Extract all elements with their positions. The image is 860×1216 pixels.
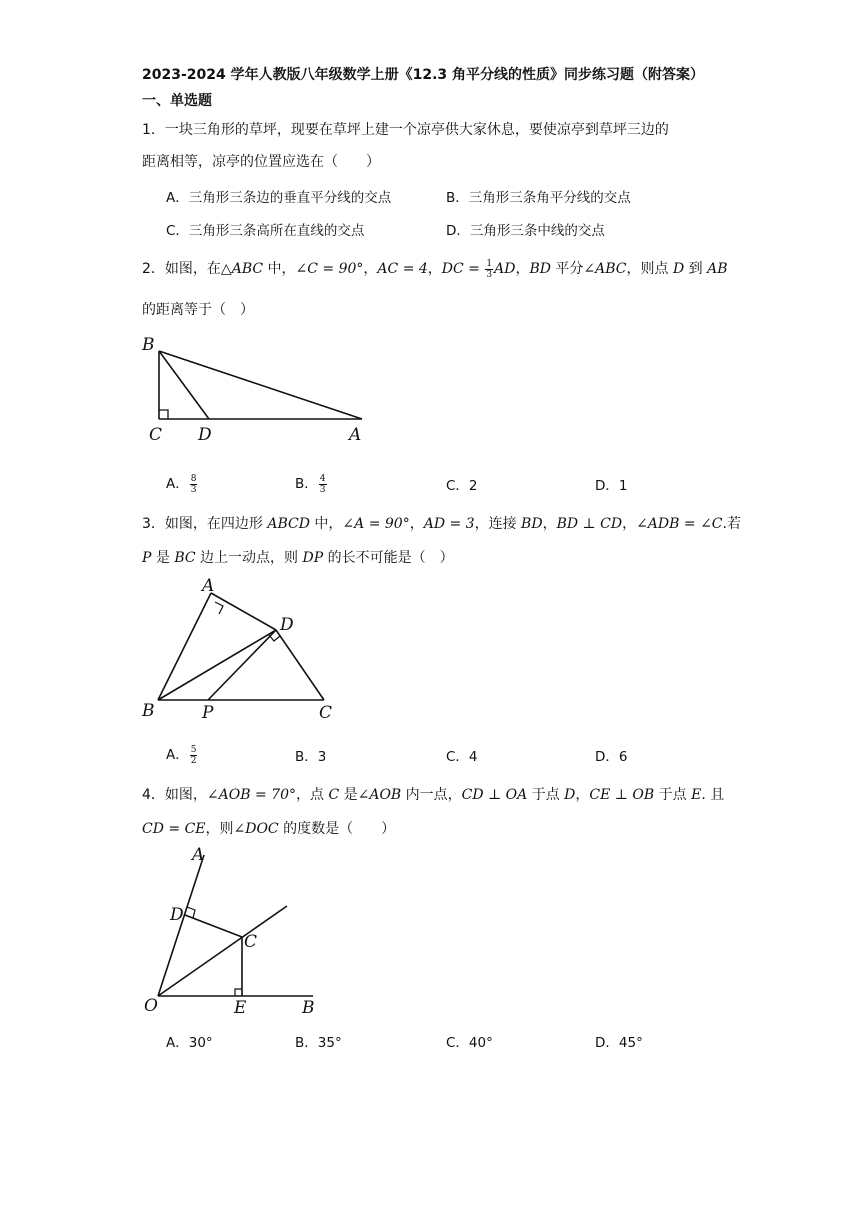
question-2-option-a[interactable]: A． $\frac{8}{3}$: [166, 473, 197, 495]
question-2-option-d[interactable]: D．1: [595, 478, 628, 494]
question-2-option-c[interactable]: C．2: [446, 478, 478, 494]
fig4-label-a: A: [192, 845, 205, 865]
question-3-option-c[interactable]: C．4: [446, 749, 478, 765]
fig4-label-e: E: [234, 998, 247, 1018]
section-heading: 一、单选题: [142, 93, 212, 109]
fig2-label-c: C: [149, 425, 163, 445]
question-1-option-b[interactable]: B．三角形三条角平分线的交点: [446, 190, 631, 206]
question-4-option-c[interactable]: C．40°: [446, 1035, 493, 1051]
question-4-line-1: 4．如图，∠AOB = 70°，点 C 是∠AOB 内一点，CD ⊥ OA 于点 D，CE ⊥ OB 于点 E. 且: [142, 787, 725, 803]
fig2-label-b: B: [142, 335, 155, 355]
question-4-figure: [140, 845, 340, 1025]
question-2-option-b[interactable]: B． $\frac{4}{3}$: [295, 473, 326, 495]
fig4-label-c: C: [244, 932, 258, 952]
document-title: 2023-2024 学年人教版八年级数学上册《12.3 角平分线的性质》同步练习题（附答案）: [142, 67, 705, 83]
question-3-option-d[interactable]: D．6: [595, 749, 628, 765]
fraction-one-third: $\frac{1}{3}$: [486, 258, 493, 280]
question-2-line-2: 的距离等于（ ）: [142, 302, 254, 318]
question-2-figure: [140, 335, 380, 445]
question-3-line-1: 3．如图，在四边形 ABCD 中，∠A = 90°，AD = 3，连接 BD，BD ⊥ CD，∠ADB = ∠C.若: [142, 516, 741, 532]
fig4-label-d: D: [170, 905, 184, 925]
fig2-label-a: A: [349, 425, 362, 445]
question-2-line-1: 2．如图，在△ABC 中，∠C = 90°，AC = 4，DC = $\frac{1}{3}$ AD，BD 平分∠ABC，则点 D 到 AB: [142, 258, 728, 280]
question-1-line-1: 1．一块三角形的草坪，现要在草坪上建一个凉亭供大家休息，要使凉亭到草坪三边的: [142, 122, 669, 138]
question-1-option-d[interactable]: D．三角形三条中线的交点: [446, 223, 605, 239]
fig4-label-o: O: [144, 996, 158, 1016]
fig4-label-b: B: [302, 998, 315, 1018]
fig3-label-a: A: [202, 576, 215, 596]
fig3-label-b: B: [142, 701, 155, 721]
question-3-line-2: P 是 BC 边上一动点，则 DP 的长不可能是（ ）: [142, 550, 454, 566]
fig3-label-p: P: [202, 703, 214, 723]
question-1-line-2: 距离相等，凉亭的位置应选在（ ）: [142, 154, 380, 170]
fig3-label-d: D: [280, 615, 294, 635]
question-4-option-b[interactable]: B．35°: [295, 1035, 342, 1051]
question-3-option-a[interactable]: A． $\frac{5}{2}$: [166, 744, 197, 766]
question-1-option-c[interactable]: C．三角形三条高所在直线的交点: [166, 223, 365, 239]
question-4-option-d[interactable]: D．45°: [595, 1035, 643, 1051]
question-4-option-a[interactable]: A．30°: [166, 1035, 213, 1051]
question-1-option-a[interactable]: A．三角形三条边的垂直平分线的交点: [166, 190, 392, 206]
fig3-label-c: C: [319, 703, 333, 723]
fig2-label-d: D: [198, 425, 212, 445]
question-3-option-b[interactable]: B．3: [295, 749, 327, 765]
question-4-line-2: CD = CE，则∠DOC 的度数是（ ）: [142, 821, 396, 837]
question-3-figure: [140, 575, 350, 725]
